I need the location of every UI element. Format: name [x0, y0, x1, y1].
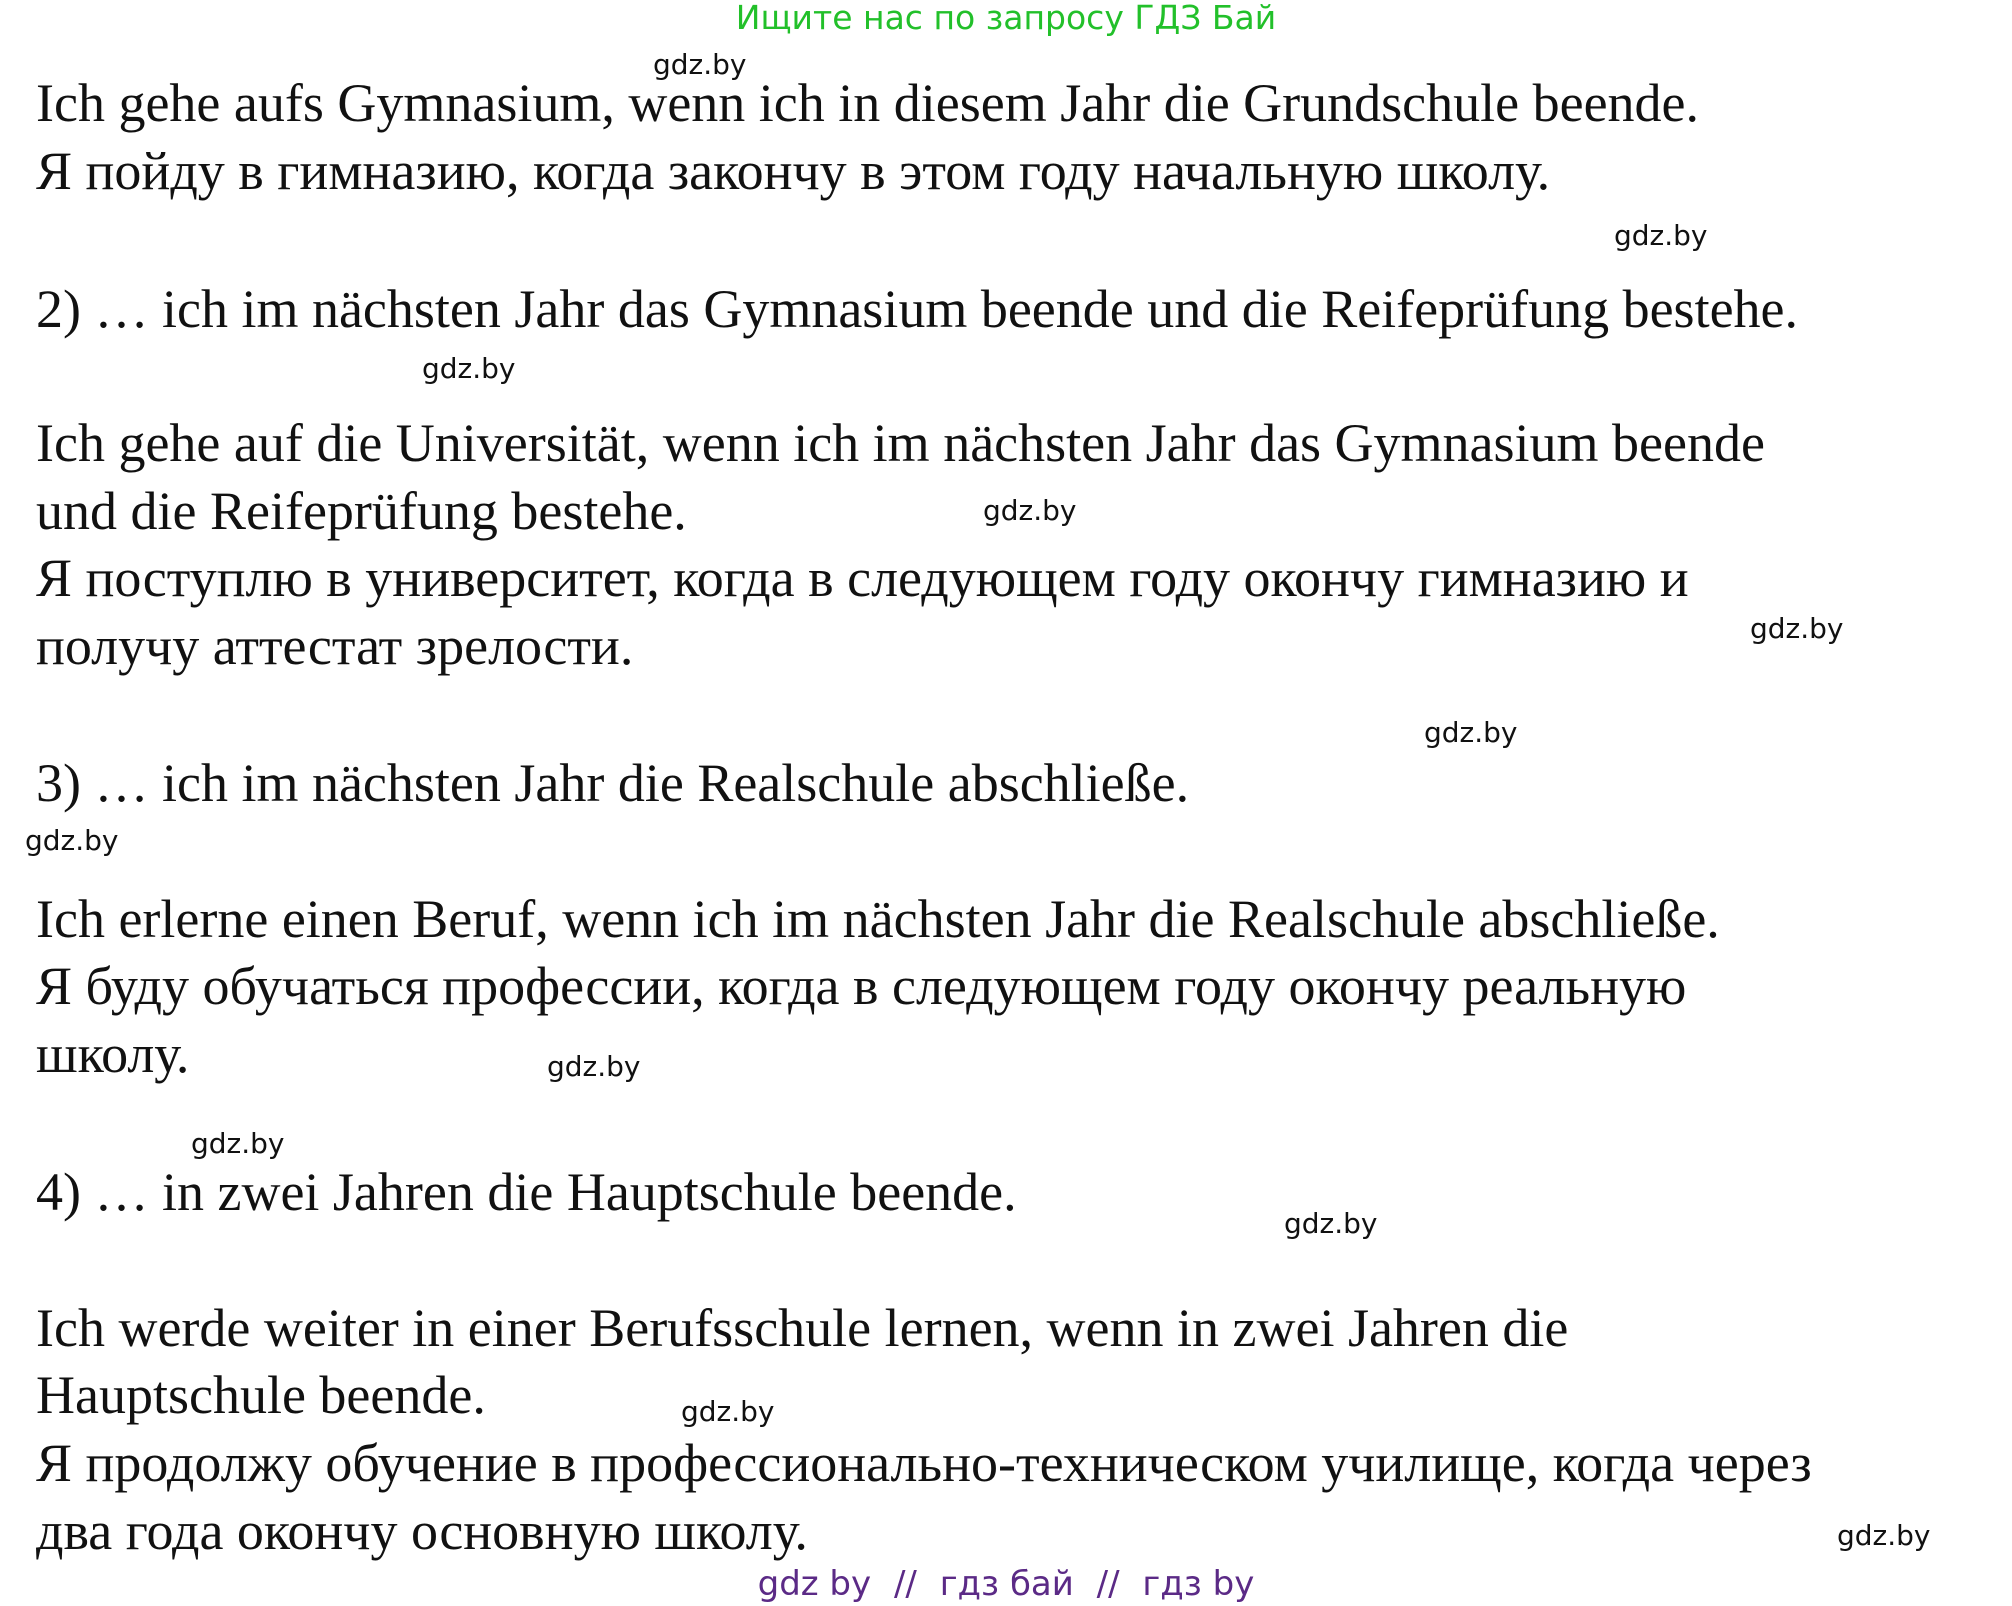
answer-4-german-line-2: Hauptschule beende.	[36, 1365, 486, 1425]
footer-separator: //	[893, 1564, 917, 1604]
task-4-prompt: 4) … in zwei Jahren die Hauptschule beende.	[36, 1162, 1017, 1222]
answer-2-russian-line-2: получу аттестат зрелости.	[36, 616, 634, 676]
watermark: gdz.by	[983, 494, 1077, 527]
footer-link-gdz-by-cyr[interactable]: гдз by	[1142, 1564, 1255, 1604]
footer-links	[0, 1566, 2012, 1606]
answer-line-1-german: Ich gehe aufs Gymnasium, wenn ich in diesem Jahr die Grundschule beende.	[36, 73, 1700, 133]
watermark: gdz.by	[422, 352, 516, 385]
answer-4-russian-line-2: два года окончу основную школу.	[36, 1501, 808, 1561]
answer-2-german-line-1: Ich gehe auf die Universität, wenn ich im nächsten Jahr das Gymnasium beende	[36, 413, 1765, 473]
footer-link-gdz-by[interactable]: gdz by	[757, 1564, 872, 1604]
answer-2-russian-line-1: Я поступлю в университет, когда в следующем году окончу гимназию и	[36, 548, 1689, 608]
watermark: gdz.by	[1750, 612, 1844, 645]
watermark: gdz.by	[25, 824, 119, 857]
footer-link-gdz-bai[interactable]: гдз бай	[939, 1564, 1074, 1604]
footer-separator: //	[1096, 1564, 1120, 1604]
answer-line-1-russian: Я пойду в гимназию, когда закончу в этом году начальную школу.	[36, 141, 1551, 201]
answer-4-russian-line-1: Я продолжу обучение в профессионально-техническом училище, когда через	[36, 1433, 1812, 1493]
watermark: gdz.by	[1837, 1519, 1931, 1552]
watermark: gdz.by	[653, 48, 747, 81]
watermark: gdz.by	[1614, 219, 1708, 252]
answer-3-german: Ich erlerne einen Beruf, wenn ich im nächsten Jahr die Realschule abschließe.	[36, 889, 1720, 949]
search-hint-link[interactable]: Ищите нас по запросу ГДЗ Бай	[735, 0, 1277, 37]
answer-3-russian-line-2: школу.	[36, 1024, 190, 1084]
watermark: gdz.by	[681, 1395, 775, 1428]
answer-2-german-line-2: und die Reifeprüfung bestehe.	[36, 481, 687, 541]
watermark: gdz.by	[1284, 1207, 1378, 1240]
watermark: gdz.by	[1424, 716, 1518, 749]
task-2-prompt: 2) … ich im nächsten Jahr das Gymnasium beende und die Reifeprüfung bestehe.	[36, 279, 1799, 339]
task-3-prompt: 3) … ich im nächsten Jahr die Realschule abschließe.	[36, 753, 1190, 813]
answer-4-german-line-1: Ich werde weiter in einer Berufsschule lernen, wenn in zwei Jahren die	[36, 1298, 1569, 1358]
answer-3-russian-line-1: Я буду обучаться профессии, когда в следующем году окончу реальную	[36, 956, 1687, 1016]
watermark: gdz.by	[547, 1050, 641, 1083]
watermark: gdz.by	[191, 1127, 285, 1160]
